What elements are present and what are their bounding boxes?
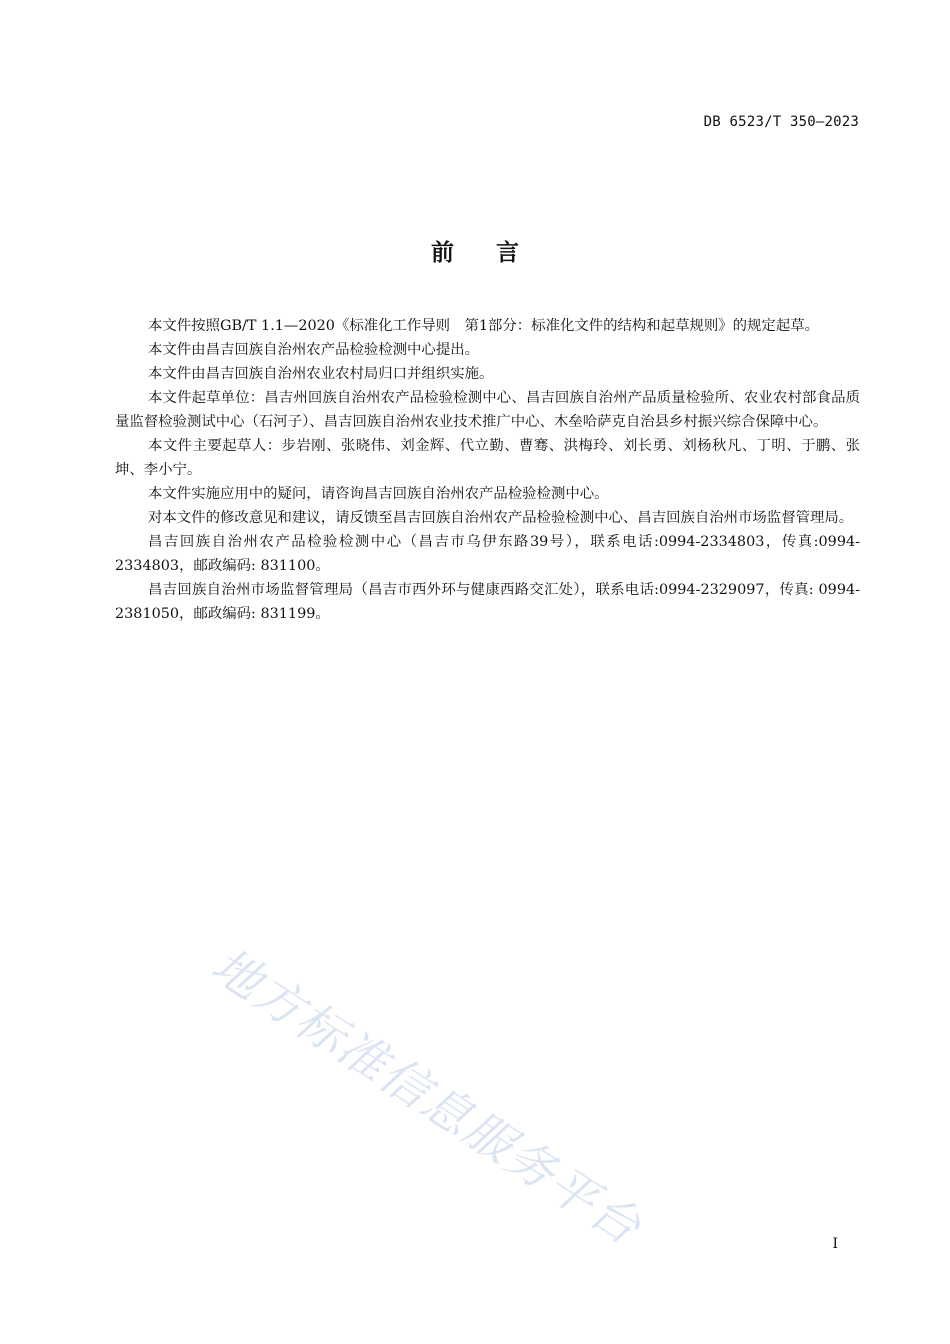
document-code: DB 6523/T 350—2023 xyxy=(703,114,859,130)
paragraph-drafting-basis: 本文件按照GB/T 1.1—2020《标准化工作导则 第1部分：标准化文件的结构和起草规则》的规定起草。 xyxy=(148,318,819,334)
paragraph-administrator: 本文件由昌吉回族自治州农业农村局归口并组织实施。 xyxy=(148,366,494,382)
paragraph-drafters: 本文件主要起草人：步岩刚、张晓伟、刘金辉、代立勤、曹骞、洪梅玲、刘长勇、刘杨秋凡、丁明、于鹏、张坤、李小宁。 xyxy=(115,438,860,478)
paragraph-feedback: 对本文件的修改意见和建议，请反馈至昌吉回族自治州农产品检验检测中心、昌吉回族自治州市场监督管理局。 xyxy=(148,510,854,526)
paragraph-contact-bureau: 昌吉回族自治州市场监督管理局（昌吉市西外环与健康西路交汇处），联系电话:0994-2329097，传真: 0994-2381050，邮政编码: 831199。 xyxy=(115,582,860,622)
page-title: 前言 xyxy=(431,240,561,266)
paragraph-drafting-units: 本文件起草单位：昌吉州回族自治州农产品检验检测中心、昌吉回族自治州产品质量检验所、农业农村部食品质量监督检验测试中心（石河子）、昌吉回族自治州农业技术推广中心、木垒哈萨克自治县乡村振兴综合保障中心。 xyxy=(115,390,860,430)
watermark-text: 地方标准信息服务平台 xyxy=(201,937,652,1257)
paragraph-proposer: 本文件由昌吉回族自治州农产品检验检测中心提出。 xyxy=(148,342,479,358)
foreword-body xyxy=(115,314,860,626)
paragraph-contact-center: 昌吉回族自治州农产品检验检测中心（昌吉市乌伊东路39号），联系电话:0994-2334803，传真:0994-2334803，邮政编码: 831100。 xyxy=(115,534,860,574)
paragraph-inquiries: 本文件实施应用中的疑问，请咨询昌吉回族自治州农产品检验检测中心。 xyxy=(148,486,609,502)
page-number: I xyxy=(832,1236,838,1252)
